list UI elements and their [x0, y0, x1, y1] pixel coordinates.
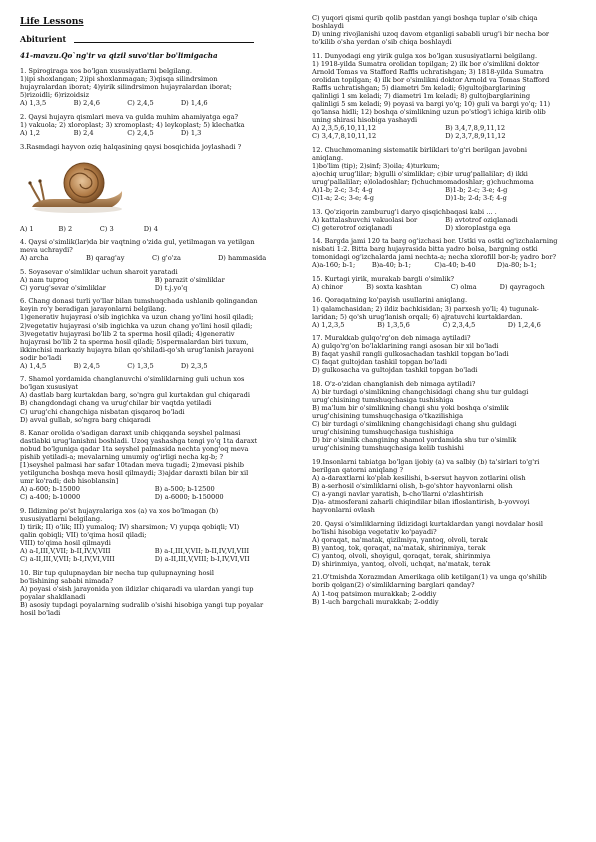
question-10-continued — [312, 14, 584, 46]
question-text: 19.Insonlarni tabiatga bo'lgan ijobiy (a) va salbiy (b) ta'sirlari to'g'ri — [312, 457, 540, 466]
question-text: qalin qobiqli; VII) to'qima hosil qiladi; — [20, 531, 147, 540]
answer-option: D) bir o'simlik changining shamol yordamida shu tur o'simlik — [312, 436, 517, 445]
answer-option: D) a-6000; b-150000 — [154, 493, 224, 502]
question-text: 17. Murakkab gulqo'rg'on deb nimaga aytiladi? — [312, 334, 471, 343]
answer-option: B) 2 — [58, 224, 73, 233]
question-6 — [20, 297, 295, 369]
question-text: urug'pallalilar; e)loladoshlar; f)chuchmomadoshlar; g)chuchmoma — [312, 177, 534, 186]
answer-option: D) 1,4,6 — [180, 99, 208, 108]
question-20 — [312, 520, 584, 568]
question-15 — [312, 275, 584, 291]
answer-option: B) soxta kashtan — [366, 282, 423, 291]
answer-options — [20, 254, 295, 262]
answer-option: D)a-80; b-1; — [496, 261, 537, 270]
answer-option: D) 2,3,5 — [180, 361, 208, 370]
question-text: nobud bo'lguniga qadar 1ta seyshel palmasida nechta yong'oq meva — [20, 445, 249, 454]
question-text: laridan; 5) qo'sh urug'lanish orqali; 6) ajratuvchi kurtaklardan. — [312, 312, 523, 321]
question-text: 5. Soyasevar o'simliklar uchun sharoit yaratadi — [20, 267, 178, 276]
answer-option: B) avtotrof oziqlanadi — [445, 215, 518, 224]
answer-option: boshlaydi — [312, 22, 344, 31]
question-text: pishib yetiladi-a; mevalarning umumiy og'irligi necha kg-b; ? — [20, 453, 224, 462]
question-text: 16. Qoraqatning ko'payish usullarini aniqlang. — [312, 296, 468, 305]
question-5 — [20, 268, 295, 292]
question-text: 12. Chuchmomaning sistematik birliklari to'g'ri berilgan javobni — [312, 145, 527, 154]
question-text: bo'lgan xususiyat — [20, 383, 79, 392]
answer-options — [20, 225, 295, 233]
answer-option: B) parazit o'simliklar — [154, 275, 225, 284]
answer-option: C) olma — [450, 282, 477, 291]
answer-option: D) gulkosacha va gultojdan tashkil topgan bo'ladi — [312, 366, 478, 375]
question-text: keyin ro'y beradigan jarayonlarni belgilang. — [20, 305, 167, 314]
question-text: bo'lishining sababi nimada? — [20, 576, 113, 585]
answer-option: urug'chisining tumshuqchasiga tushishiga — [312, 428, 454, 437]
question-12 — [312, 146, 584, 202]
question-text: 4. Qaysi o'simlik(lar)da bir vaqtning o'zida gul, yetilmagan va yetilgan — [20, 238, 255, 247]
answer-option: B) changdondagi chang va urug'chilar bir vaqtda yetiladi — [20, 399, 212, 408]
question-text: 14. Bargda jami 120 ta barg og'izchasi bor. Ustki va ostki og'izchalarning — [312, 237, 558, 246]
answer-option: D) avval gullab, so'ngra barg chiqaradi — [20, 415, 151, 424]
answer-option: C) a-II,III,V,VII; b-I,IV,VI,VIII — [20, 555, 115, 564]
question-text: 1) vakuola; 2) xloroplast; 3) xromoplast; 4) leykoplast; 5) klechatka — [20, 120, 245, 129]
question-8 — [20, 429, 295, 501]
question-text: qo'lansa hidli; 12) boshqa o'simlikning uzun po'stlog'i ichiga kirib olib — [312, 108, 546, 117]
question-text: dastlabki urug'lanishni boshladi. Uzoq yashashga tengi yo'q 1ta daraxt — [20, 437, 258, 446]
answer-option: A) a-600; b-15000 — [20, 485, 80, 494]
question-text: Arnold Tomas va Stafford Raffls uchratishgan; 3) 1818-yilda Sumatra — [312, 67, 544, 76]
answer-option: A) 1,3,5 — [20, 99, 47, 108]
question-text: a)ochiq urug'lilar; b)gulli o'simliklar; c)bir urug'pallalilar; d) ikki — [312, 169, 528, 178]
student-line — [20, 35, 295, 43]
question-text: 8. Kanar orolida o'sadigan daraxt unib chiqqanda seyshel palmasi — [20, 429, 241, 438]
question-text: orolidan topilgan; 4) ilk bor o'simlikni doktor Arnold va Tomas Stafford — [312, 75, 550, 84]
question-text: nisbati 1:2. Bitta barg hujayrasida bitta yadro bolsa, bargning ostki — [312, 245, 538, 254]
snail-illustration — [26, 157, 126, 217]
answer-options — [312, 283, 584, 291]
answer-options — [20, 362, 295, 370]
question-text: 13. Qo'ziqorin zamburug'i daryo qisqichbaqasi kabi ... . — [312, 207, 497, 216]
answer-option: A)a-160; b-1; — [312, 261, 356, 270]
question-text: 20. Qaysi o'simliklarning ildizidagi kurtaklardan yangi novdalar hosil — [312, 519, 543, 528]
question-text: 6. Chang donasi turli yo'llar bilan tumshuqchada ushlanib qolingandan — [20, 297, 258, 306]
answer-option: B) asosiy tupdagi poyalarning sudralib o'sishi hisobiga yangi tup poyalar — [20, 601, 264, 610]
answer-option: A) a-I,III,V,VII; b-II,IV,V,VIII — [20, 547, 111, 556]
answer-option: D) 2,3,7,8,9,11,12 — [445, 132, 506, 141]
answer-option: hayvonlarni ovlash — [312, 506, 375, 515]
question-text: umr ko'radi; deb hisoblansin] — [20, 477, 119, 486]
question-16 — [312, 296, 584, 328]
answer-option: C) faqat gultojdan tashkil topgan bo'ladi — [312, 358, 447, 367]
answer-option: C) a-400; b-10000 — [20, 493, 81, 502]
answer-option: D) 1,3 — [180, 128, 202, 137]
question-text: 9. Ildizning po'st hujayralariga xos (a) va xos bo'lmagan (b) — [20, 507, 219, 516]
answer-option: A) nam tuproq — [20, 275, 69, 284]
question-text: 18. O'z-o'zidan changlanish deb nimaga aytiladi? — [312, 379, 476, 388]
question-18 — [312, 380, 584, 452]
answer-option: D) hammasida — [218, 254, 267, 263]
question-text: 10. Bir tup qulupnaydan bir necha tup qulupnayning hosil — [20, 568, 215, 577]
answer-option: B) 2,4,5 — [73, 361, 100, 370]
answer-option: C) yuqori qismi qurib qolib pastdan yangi boshqa tuplar o'sib chiqa — [312, 14, 538, 22]
answer-option: B)1-b; 2-c; 3-e; 4-g — [445, 185, 508, 194]
answer-option: D) uning rivojlanishi uzoq davom etganligi sababli urug'i bir necha bor — [312, 30, 550, 39]
answer-option: urug'chisining tumshuqchasiga o'tkazilishiga — [312, 412, 464, 421]
question-text: 1) qalamchasidan; 2) ildiz bachkisidan; 3) parxesh yo'li; 4) tugunak- — [312, 304, 539, 313]
question-text: qalinligi 5 sm keladi; 9) poyasi va bargi yo'q; 10) guli va bargi yo'q; 11) — [312, 99, 551, 108]
answer-options — [312, 124, 584, 140]
question-text: meva uchraydi? — [20, 246, 73, 255]
answer-option: poyalar shakllanadi — [20, 592, 86, 601]
answer-option: B) 2,4,6 — [73, 99, 100, 108]
question-9 — [20, 507, 295, 563]
answer-option: A) dastlab barg kurtakdan barg, so'ngra gul kurtakdan gul chiqaradi — [20, 391, 251, 400]
left-column — [20, 14, 295, 623]
answer-option: A) 2,3,5,6,10,11,12 — [312, 124, 376, 133]
answer-option: B) ma'lum bir o'simlikning changi shu yoki boshqa o'simlik — [312, 404, 509, 413]
question-13 — [312, 208, 584, 232]
question-text: uning shirasi hisobiga yashaydi — [312, 116, 418, 125]
question-text: 3.Rasmdagi hayvon oziq halqasining qaysi bosqichida joylashadi ? — [20, 142, 242, 151]
answer-options — [20, 276, 295, 292]
answer-option: B) qarag'ay — [86, 254, 125, 263]
answer-option: C)a-40; b-40 — [434, 261, 476, 270]
answer-options — [20, 547, 295, 563]
answer-option: A) chinor — [312, 282, 343, 291]
question-text: ikkinchisi markaziy hujayra bilan qo'shiladi-qo'sh urug'lanish jarayoni — [20, 345, 254, 354]
answer-option: D)a- atmosferani zaharli chiqindilar bilan ifloslantirish, b-yovvoyi — [312, 498, 530, 507]
answer-option: B) a-I,III,V,VII; b-II,IV,VI,VIII — [154, 547, 250, 556]
question-17 — [312, 334, 584, 374]
answer-option: A) 1,2,3,5 — [312, 320, 345, 329]
question-text: [1)seyshel palmasi har safar 10tadan meva tugadi; 2)mevasi pishib — [20, 461, 245, 470]
answer-option: D) qayragoch — [499, 282, 545, 291]
answer-options — [20, 129, 295, 137]
answer-option: A) archa — [20, 254, 49, 263]
answer-option: D) 4 — [143, 224, 158, 233]
question-text: 1)generativ hujayrasi o'sib ingichka va uzun chang yo'lini hosil qiladi; — [20, 313, 254, 322]
answer-option: A) poyasi o'sish jarayonida yon ildizlar chiqaradi va ulardan yangi tup — [20, 584, 254, 593]
answer-option: hosil bo'ladi — [20, 609, 61, 618]
answer-option: A) 1,2 — [20, 128, 40, 137]
question-text: hujayrasi bo'lib 2 ta sperma hosil qiladi; 5)spermalardan biri tuxum, — [20, 337, 249, 346]
question-text: sodir bo'ladi — [20, 353, 62, 362]
answer-option: A) gulqo'rg'on bo'laklarining rangi asosan bir xil bo'ladi — [312, 342, 499, 351]
question-text: berilgan qatorni aniqlang ? — [312, 465, 404, 474]
answer-option: D)1-b; 2-d; 3-f; 4-g — [445, 193, 507, 202]
question-text: qalinligi 1 sm keladi; 7) diametri 1m keladi; 8) gultojbarglarining — [312, 91, 531, 100]
question-text: 1. Spirogiraga xos bo'lgan xususiyatlarni belgilang. — [20, 67, 192, 76]
question-text: 1)ipi shoxlangan; 2)ipi shoxlanmagan; 3)qisqa silindrsimon — [20, 75, 218, 84]
answer-option: A)1-b; 2-c; 3-f; 4-g — [312, 185, 373, 194]
answer-option: A) 1,4,5 — [20, 361, 47, 370]
answer-option: C) 3 — [99, 224, 114, 233]
question-1 — [20, 67, 295, 107]
answer-options — [312, 186, 584, 202]
answer-option: C) a-yangi navlar yaratish, b-cho'llarni o'zlashtirish — [312, 489, 484, 498]
question-3 — [20, 143, 295, 233]
student-label: Abiturient — [20, 34, 67, 45]
answer-option: B) 3,4,7,8,9,11,12 — [445, 124, 506, 133]
answer-option: C) 3,4,7,8,10,11,12 — [312, 132, 377, 141]
page-title: Life Lessons — [20, 16, 84, 27]
answer-option: B) 2,4 — [73, 128, 94, 137]
answer-option: B)a-40; b-1; — [371, 261, 411, 270]
answer-option: C) 2,3,4,5 — [442, 320, 476, 329]
answer-option: C) bir turdagi o'simlikning changchisidagi chang shu guldagi — [312, 420, 517, 429]
answer-option: D) xloroplastga ega — [445, 223, 511, 232]
answer-option: C)1-a; 2-c; 3-e; 4-g — [312, 193, 375, 202]
answer-option: D) a-II,III,V,VIII; b-I,IV,VI,VII — [154, 555, 250, 564]
answer-option: C) geterotrof oziqlanadi — [312, 223, 393, 232]
question-text: yetilguncha boshqa meva hosil qilmaydi; 3)ajdar daraxti bilan bir xil — [20, 469, 249, 478]
answer-option: B) 1-uch bargchali murakkab; 2-oddiy — [312, 597, 439, 606]
question-text: 11. Dunyodagi eng yirik gulga xos bo'lgan xususiyatlarni belgilang. — [312, 51, 538, 60]
question-2 — [20, 113, 295, 137]
answer-option: C) 2,4,5 — [127, 99, 154, 108]
answer-option: D) 1,2,4,6 — [507, 320, 541, 329]
answer-option: C) g'o'za — [152, 254, 181, 263]
answer-options — [312, 261, 584, 269]
question-text: 5)rizoidli; 6)rizoidsiz — [20, 91, 90, 100]
answer-option: A) qoraqat, na'matak, qizilmiya, yantoq, olvoli, terak — [312, 535, 488, 544]
question-text: 2)vegetativ hujayrasi o'sib ingichka va uzun chang yo'lini hosil qiladi; — [20, 321, 253, 330]
answer-option: C) urug'chi changchiga nisbatan qisqaroq bo'ladi — [20, 407, 185, 416]
right-column — [312, 14, 584, 611]
answer-option: urug'chisining tumshuqchasiga kelib tushishi — [312, 444, 464, 453]
answer-option: B) a-serhosil o'simliklarni olish, b-go'shtor hayvonlarni olish — [312, 481, 513, 490]
answer-option: A) 1 — [20, 224, 34, 233]
answer-option: D) shirinmiya, yantoq, olvoli, uchqat, na'matak, terak — [312, 559, 491, 568]
answer-option: C) yorug'sevar o'simliklar — [20, 283, 106, 292]
answer-option: B) yantoq, tok, qoraqat, na'matak, shirinmiya, terak — [312, 543, 486, 552]
question-text: VIII) to'qima hosil qilmaydi — [20, 539, 111, 548]
question-text: hujayralardan iborat; 4)yirik silindrsimon hujayralardan iborat; — [20, 83, 232, 92]
student-name-blank — [74, 35, 254, 43]
question-21 — [312, 573, 584, 605]
answer-option: B) 1,3,5,6 — [377, 320, 410, 329]
answer-option: D) t.j.yo'q — [154, 283, 188, 292]
question-text: bo'lishi hisobiga vegetativ ko'payadi? — [312, 527, 437, 536]
question-text: 1) 1918-yilda Sumatra orolidan topilgan; 2) ilk bor o'simlikni doktor — [312, 59, 540, 68]
topic-heading: 41-mavzu.Qo`ng'ir va qizil suvo'tlar bo'limigacha — [20, 51, 218, 61]
question-text: 7. Shamol yordamida changlanuvchi o'simliklarning guli uchun xos — [20, 375, 245, 384]
question-text: borib qolgan(2) o'simliklarning barglari qanday? — [312, 581, 475, 590]
answer-options — [20, 99, 295, 107]
question-text: Raffls uchratishgan; 5) diametri 5m keladi; 6)gultojbarglarining — [312, 83, 526, 92]
answer-option: A) 1-toq patsimon murakkab; 2-oddiy — [312, 589, 437, 598]
answer-options — [312, 321, 584, 329]
answer-options — [20, 485, 295, 501]
answer-option: urug'chisining tumshuqchasiga tushishiga — [312, 395, 454, 404]
question-text: 21.O'tmishda Xorazmdan Amerikaga olib ketilgan(1) va unga qo'shilib — [312, 573, 547, 582]
answer-option: C) yantoq, olvoli, shoyigul, qoraqat, terak, shirinmiya — [312, 551, 491, 560]
question-7 — [20, 375, 295, 423]
answer-option: B) a-500; b-12500 — [154, 485, 215, 494]
answer-option: B) faqat yashil rangli gulkosachadan tashkil topgan bo'ladi — [312, 350, 509, 359]
answer-option: to'kilib o'sha yerdan o'sib chiqa boshlaydi — [312, 38, 452, 47]
question-10 — [20, 569, 295, 617]
question-text: 3)vegetativ hujayrasi bo'lib 2 ta sperma hosil qiladi; 4)generativ — [20, 329, 235, 338]
answer-option: C) 2,4,5 — [127, 128, 154, 137]
question-text: 2. Qaysi hujayra qismlari meva va gulda muhim ahamiyatga ega? — [20, 112, 239, 121]
answer-options — [312, 216, 584, 232]
question-14 — [312, 237, 584, 269]
question-text: xususiyatlarni belgilang. — [20, 515, 103, 524]
question-19 — [312, 458, 584, 514]
answer-option: A) bir turdagi o'simlikning changchisidagi chang shu tur guldagi — [312, 387, 529, 396]
answer-option: C) 1,3,5 — [127, 361, 154, 370]
question-text: I) tirik; II) o'lik; III) yumaloq; IV) sharsimon; V) yupqa qobiqli; VI) — [20, 523, 240, 532]
question-text: aniqlang. — [312, 153, 344, 162]
question-text: 15. Kurtagi yirik, murakab bargli o'simlik? — [312, 274, 454, 283]
answer-option: A) kattalashuvchi vakuolasi bor — [312, 215, 418, 224]
question-text: 1)bo'lim (tip); 2)sinf; 3)oila; 4)turkum; — [312, 161, 440, 170]
question-11 — [312, 52, 584, 141]
answer-option: A) a-daraxtlarni ko'plab kesilishi, b-sersut hayvon zotlarini olish — [312, 473, 526, 482]
question-text: tomonidagi og'izchalarda jami nechta-a; necha xlorofill bor-b; yadro bor? — [312, 253, 557, 262]
question-4 — [20, 238, 295, 262]
